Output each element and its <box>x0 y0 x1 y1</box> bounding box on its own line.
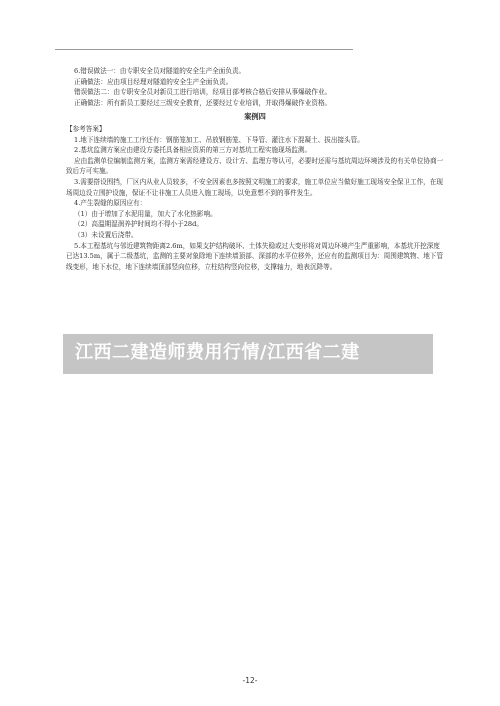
answer-4-reason-1: （1）由于增加了水泥用量，加大了水化热影响。 <box>74 209 217 218</box>
answer-4-reason-3: （3）未设置后浇带。 <box>74 230 138 239</box>
answer-4-reason-2: （2）高温期湿润养护时间均不得小于28d。 <box>74 220 203 229</box>
watermark-banner-text: 江西二建造师费用行情/江西省二建 <box>75 342 360 363</box>
page-number: -12- <box>242 676 258 685</box>
answer-2: 2.基坑监测方案应由建设方委托具备相应资质的第三方对基坑工程实施现场监测。 <box>74 146 312 155</box>
top-rule <box>55 49 353 50</box>
error-item-1: 6.错误做法一：由专职安全员对隧道的安全生产全面负责。 <box>74 67 246 75</box>
answer-3: 3.需要搭设围挡，厂区内从业人员较多，不安全因素也多按照文明施工的要求，施工单位应当做好施工现场安全保卫工作，在现场周边设立围护设施，保证不让非施工人员进入施工现场，以免意想不到的事件发生。 <box>66 177 443 197</box>
document-body <box>66 66 444 272</box>
error-item-2: 错误做法二：由专职安全员对新员工进行培训，经项目部考核合格后安排从事爆破作业。 <box>74 88 332 97</box>
answer-4: 4.产生裂缝的原因应有： <box>74 199 147 208</box>
correct-item-2: 正确做法：所有新员工要经过三级安全教育，还要经过专业培训，并取得爆破作业资格。 <box>74 98 332 107</box>
answer-1: 1.地下连续墙的施工工序还有：钢筋笼加工、吊放钢筋笼、下导管、灌注水下混凝土、拔出接头管。 <box>74 135 364 144</box>
answer-5: 5.本工程基坑与邻近建筑物距离2.6m，如果支护结构破坏、土体失稳或过大变形将对周边环境产生严重影响，本基坑开挖深度已达13.5m，属于二级基坑，监测的主要对象除地下连续墙顶部、深部的水平位移外，还应有的监测项目为：周围建筑物、地下管线变形，地下水位，地下连续墙顶部竖向位移，立柱结构竖向位移，支撑轴力，地表沉降等。 <box>66 241 443 271</box>
case-title: 案例四 <box>244 112 266 122</box>
answer-2-detail: 应由监测单位编制监测方案，监测方案需经建设方、设计方、监理方等认可，必要时还需与基坑周边环境涉及的有关单位协商一致后方可实施。 <box>66 156 444 176</box>
correct-item-1: 正确做法：应由项目经理对隧道的安全生产全面负责。 <box>74 77 233 86</box>
answer-label: 【参考答案】 <box>66 124 106 133</box>
